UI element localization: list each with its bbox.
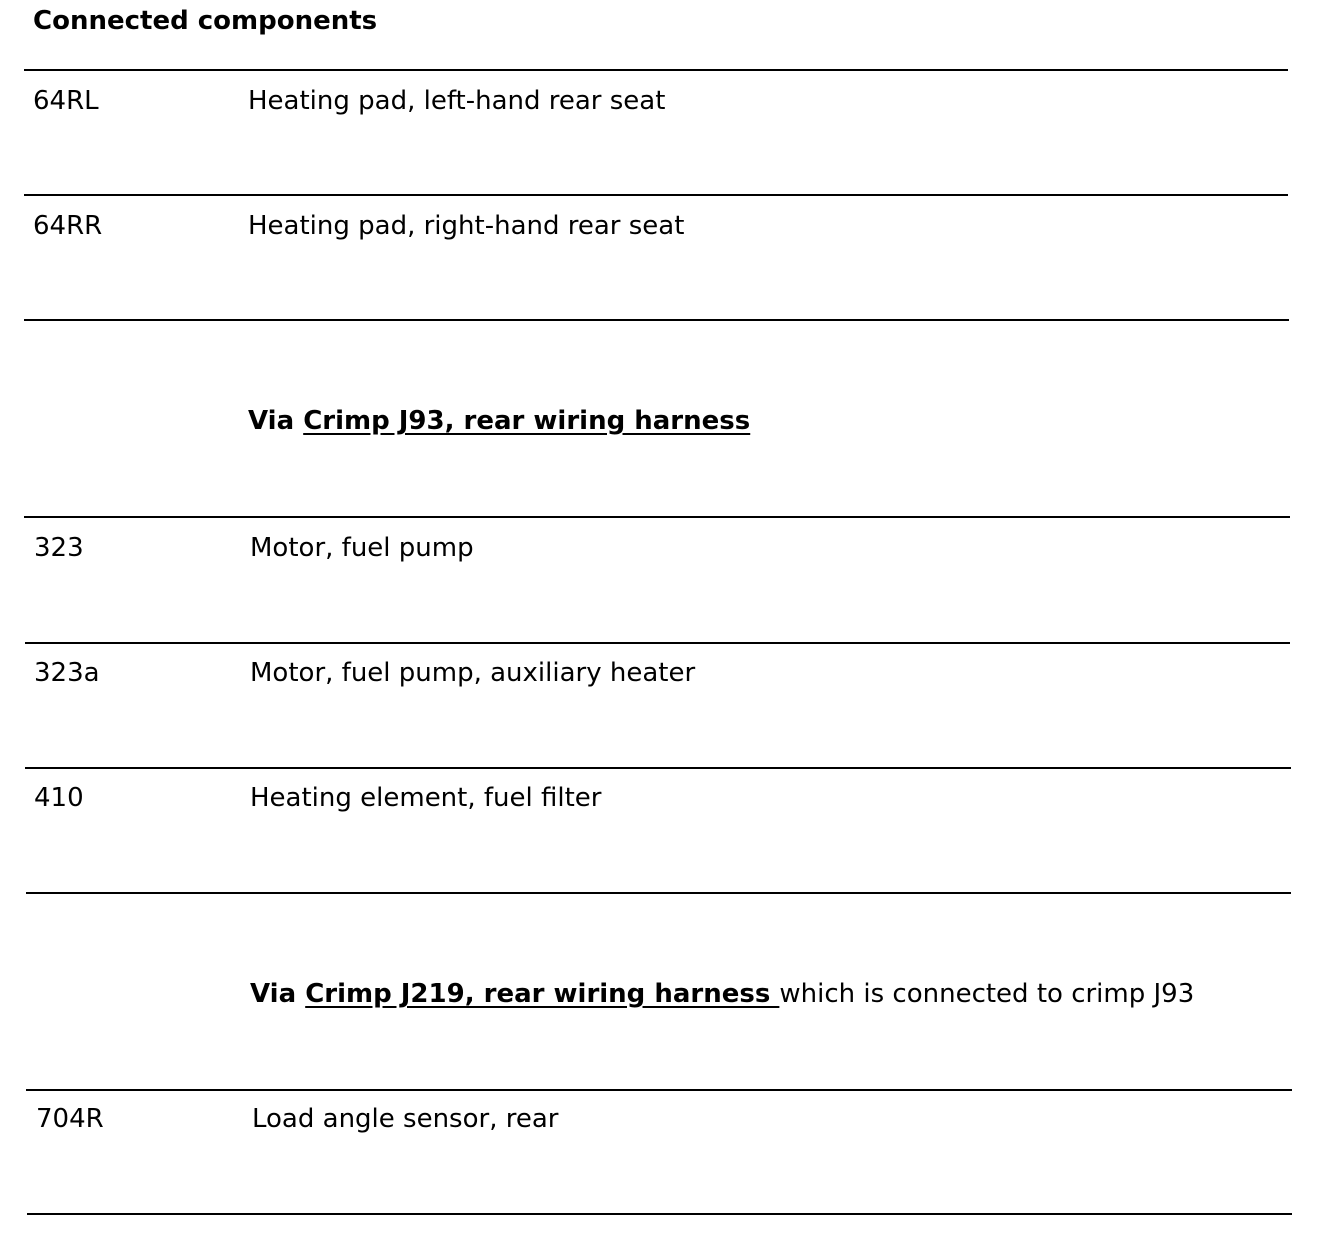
via-prefix: Via (250, 979, 306, 1009)
crimp-j219-link[interactable]: Crimp J219, rear wiring harness (305, 979, 780, 1009)
table-rule (24, 319, 1289, 321)
component-description: Motor, fuel pump, auxiliary heater (250, 658, 696, 688)
table-rule (24, 69, 1288, 71)
via-crimp-j219 (250, 978, 1194, 1010)
table-rule (27, 1213, 1292, 1215)
table-rule (25, 642, 1290, 644)
component-code: 323a (34, 658, 100, 688)
component-description: Motor, fuel pump (250, 533, 474, 563)
component-code: 64RR (33, 211, 103, 241)
via-suffix: which is connected to crimp J93 (779, 979, 1195, 1009)
via-prefix: Via (248, 406, 304, 436)
via-crimp-j93 (248, 405, 750, 437)
crimp-j93-link[interactable]: Crimp J93, rear wiring harness (303, 406, 751, 436)
component-code: 410 (34, 783, 84, 813)
component-description: Heating pad, right-hand rear seat (248, 211, 685, 241)
table-rule (24, 194, 1288, 196)
component-code: 323 (34, 533, 84, 563)
table-rule (26, 892, 1291, 894)
component-description: Heating element, fuel filter (250, 783, 602, 813)
table-rule (26, 1089, 1292, 1091)
table-rule (24, 516, 1290, 518)
table-rule (25, 767, 1291, 769)
component-code: 64RL (33, 86, 99, 116)
section-heading: Connected components (33, 6, 378, 36)
component-description: Load angle sensor, rear (252, 1104, 559, 1134)
component-description: Heating pad, left-hand rear seat (248, 86, 666, 116)
component-code: 704R (36, 1104, 104, 1134)
